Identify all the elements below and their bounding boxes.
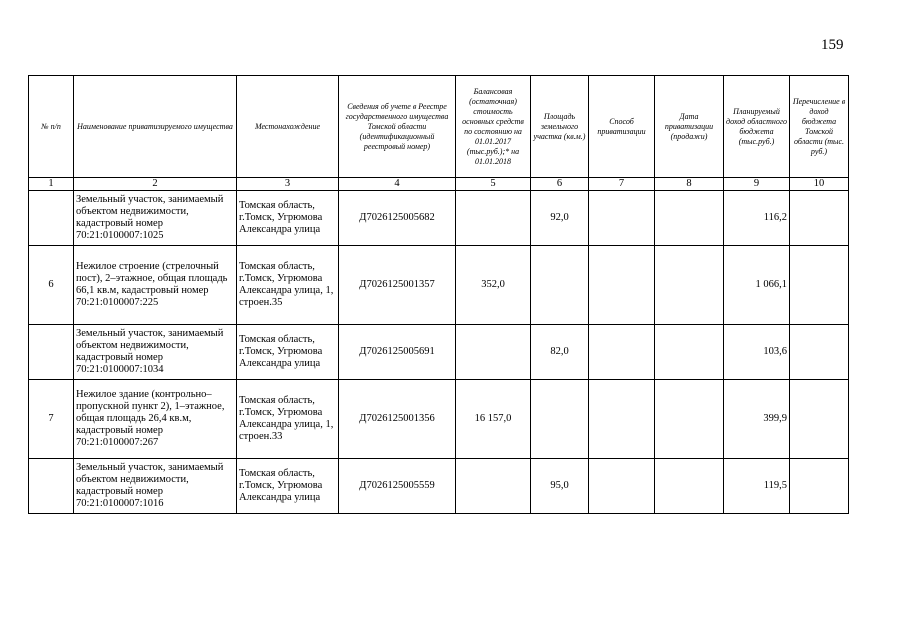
page-number: 159 (821, 37, 844, 53)
property-name: Земельный участок, занимаемый объектом недвижимости, кадастровый номер 70:21:0100007:1034 (74, 325, 237, 380)
budget-transfer (790, 325, 849, 380)
land-area: 95,0 (531, 459, 589, 514)
registry-number: Д7026125001357 (339, 246, 456, 325)
header-cell-method: Способ приватизации (589, 76, 655, 178)
column-number: 3 (237, 178, 339, 191)
planned-income: 116,2 (724, 191, 790, 246)
table-row (29, 191, 849, 246)
property-name: Нежилое здание (контрольно–пропускной пункт 2), 1–этажное, общая площадь 26,4 кв.м, кадастровый номер 70:21:0100007:267 (74, 380, 237, 459)
property-location: Томская область, г.Томск, Угрюмова Александра улица (237, 459, 339, 514)
land-area: 82,0 (531, 325, 589, 380)
header-cell-location: Местонахождение (237, 76, 339, 178)
privatization-date (655, 380, 724, 459)
balance-value (456, 459, 531, 514)
balance-value (456, 325, 531, 380)
column-number: 6 (531, 178, 589, 191)
property-name: Нежилое строение (стрелочный пост), 2–этажное, общая площадь 66,1 кв.м, кадастровый номер 70:21:0100007:225 (74, 246, 237, 325)
header-cell-balance: Балансовая (остаточная) стоимость основных средств по состоянию на 01.01.2017 (тыс.руб.);* на 01.01.2018 (456, 76, 531, 178)
property-location: Томская область, г.Томск, Угрюмова Александра улица, 1, строен.33 (237, 380, 339, 459)
privatization-method (589, 191, 655, 246)
column-number: 8 (655, 178, 724, 191)
column-number: 10 (790, 178, 849, 191)
budget-transfer (790, 459, 849, 514)
privatization-method (589, 246, 655, 325)
registry-number: Д7026125005691 (339, 325, 456, 380)
row-number: 7 (29, 380, 74, 459)
privatization-table (28, 75, 849, 514)
column-number: 1 (29, 178, 74, 191)
header-cell-area: Площадь земельного участка (кв.м.) (531, 76, 589, 178)
header-cell-registry: Сведения об учете в Реестре государственного имущества Томской области (идентификационный реестровый номер) (339, 76, 456, 178)
column-number: 7 (589, 178, 655, 191)
header-cell-num: № п/п (29, 76, 74, 178)
property-name: Земельный участок, занимаемый объектом недвижимости, кадастровый номер 70:21:0100007:1025 (74, 191, 237, 246)
balance-value: 16 157,0 (456, 380, 531, 459)
planned-income: 119,5 (724, 459, 790, 514)
property-name: Земельный участок, занимаемый объектом недвижимости, кадастровый номер 70:21:0100007:1016 (74, 459, 237, 514)
privatization-method (589, 459, 655, 514)
balance-value (456, 191, 531, 246)
registry-number: Д7026125005682 (339, 191, 456, 246)
column-number: 2 (74, 178, 237, 191)
land-area (531, 380, 589, 459)
column-number-row (29, 178, 849, 191)
row-number (29, 459, 74, 514)
privatization-method (589, 325, 655, 380)
planned-income: 1 066,1 (724, 246, 790, 325)
land-area: 92,0 (531, 191, 589, 246)
land-area (531, 246, 589, 325)
row-number: 6 (29, 246, 74, 325)
header-row (29, 76, 849, 178)
row-number (29, 191, 74, 246)
row-number (29, 325, 74, 380)
privatization-date (655, 246, 724, 325)
column-number: 9 (724, 178, 790, 191)
table-row (29, 325, 849, 380)
property-location: Томская область, г.Томск, Угрюмова Александра улица (237, 191, 339, 246)
header-cell-date: Дата приватизации (продажи) (655, 76, 724, 178)
budget-transfer (790, 380, 849, 459)
registry-number: Д7026125005559 (339, 459, 456, 514)
planned-income: 103,6 (724, 325, 790, 380)
privatization-date (655, 459, 724, 514)
planned-income: 399,9 (724, 380, 790, 459)
table-row (29, 246, 849, 325)
property-location: Томская область, г.Томск, Угрюмова Александра улица, 1, строен.35 (237, 246, 339, 325)
column-number: 5 (456, 178, 531, 191)
budget-transfer (790, 191, 849, 246)
balance-value: 352,0 (456, 246, 531, 325)
header-cell-income: Планируемый доход областного бюджета (тыс.руб.) (724, 76, 790, 178)
column-number: 4 (339, 178, 456, 191)
registry-number: Д7026125001356 (339, 380, 456, 459)
property-location: Томская область, г.Томск, Угрюмова Александра улица (237, 325, 339, 380)
header-cell-transfer: Перечисление в доход бюджета Томской области (тыс. руб.) (790, 76, 849, 178)
privatization-date (655, 325, 724, 380)
header-cell-name: Наименование приватизируемого имущества (74, 76, 237, 178)
privatization-date (655, 191, 724, 246)
budget-transfer (790, 246, 849, 325)
table-row (29, 459, 849, 514)
privatization-method (589, 380, 655, 459)
table-row (29, 380, 849, 459)
